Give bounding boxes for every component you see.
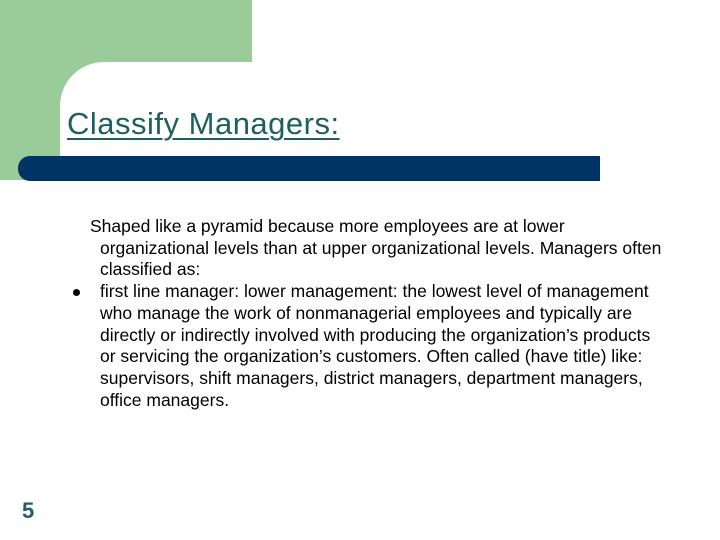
intro-paragraph: Shaped like a pyramid because more employees are at lower organizational levels than at upper organizational levels. Managers often classified as: — [90, 216, 662, 280]
slide-body — [70, 216, 670, 411]
bullet-icon — [73, 289, 80, 296]
list-item — [70, 281, 670, 411]
left-margin — [0, 180, 60, 540]
slide-title: Classify Managers: — [67, 106, 340, 141]
page-number: 5 — [22, 498, 35, 523]
bullet-text: first line manager: lower management: the lowest level of management who manage the work of nonmanagerial employees and typically are directly or indirectly involved with producing the organization’s products or servicing the organization’s customers. Often called (have title) like: supervisors, shift managers, district managers, department managers, office managers. — [100, 281, 651, 410]
title-underline-bar — [18, 156, 600, 181]
